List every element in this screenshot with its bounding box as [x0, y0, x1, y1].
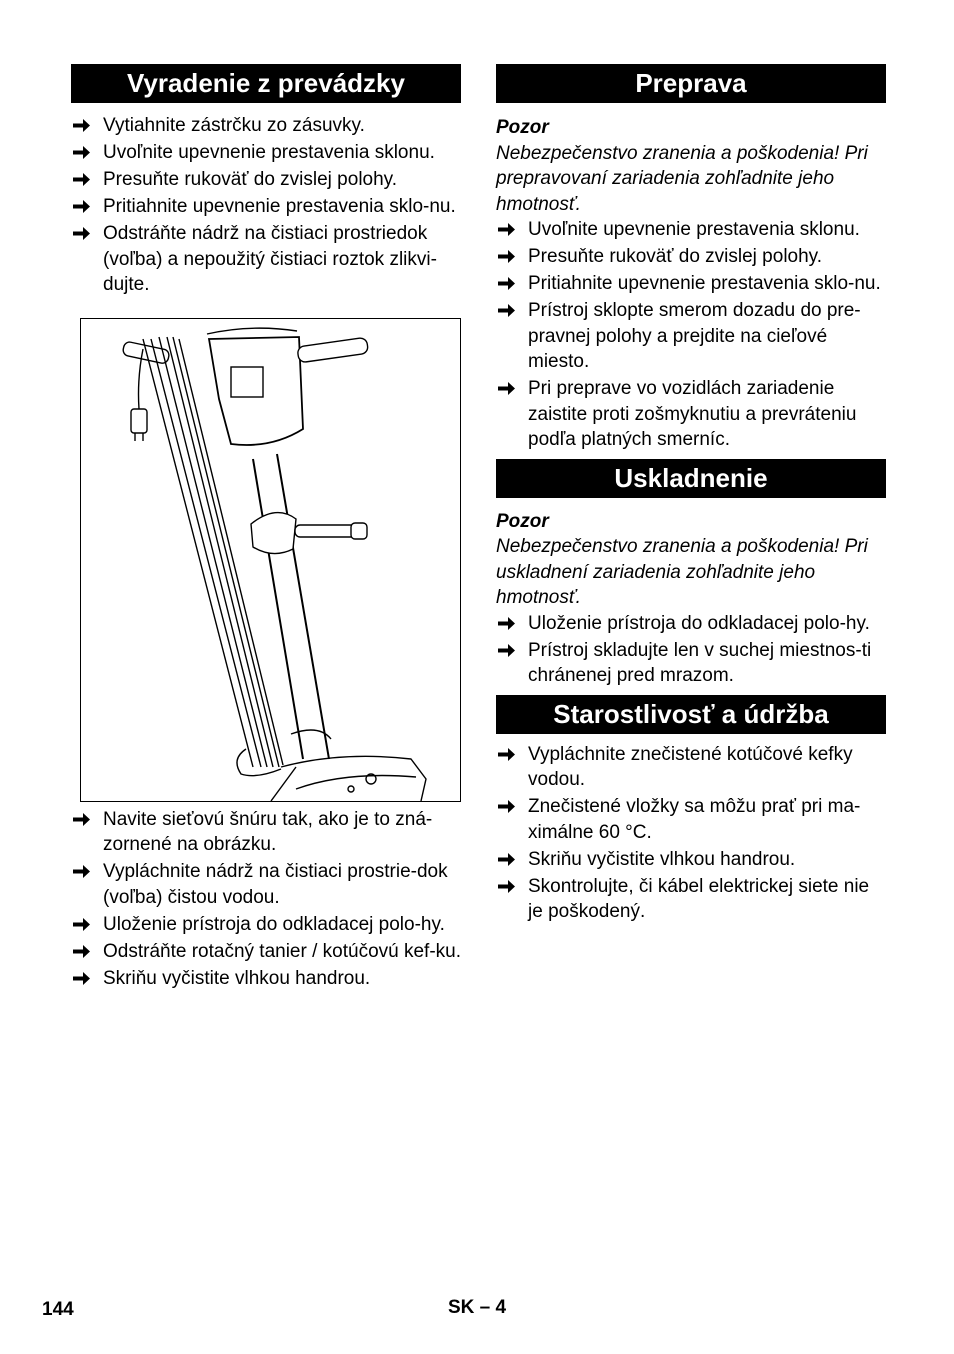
storage-steps — [496, 611, 886, 689]
floor-machine-illustration — [81, 319, 460, 801]
list-item: Uloženie prístroja do odkladacej polo-hy. — [496, 611, 886, 637]
list-item: Prístroj skladujte len v suchej miestnos-ti chránenej pred mrazom. — [496, 638, 886, 689]
arrow-right-icon — [498, 852, 516, 867]
arrow-right-icon — [498, 222, 516, 237]
warning-text: Nebezpečenstvo zranenia a poškodenia! Pri prepravovaní zariadenia zohľadnite jeho hmotnosť. — [496, 142, 868, 215]
list-item: Vypláchnite nádrž na čistiaci prostrie-dok (voľba) čistou vodou. — [71, 859, 461, 910]
right-column — [496, 64, 886, 926]
list-item: Prístroj sklopte smerom dozadu do pre-pravnej polohy a prejdite na cieľové miesto. — [496, 298, 886, 375]
arrow-right-icon — [73, 118, 91, 133]
cable-winding-figure — [80, 318, 461, 802]
list-item: Odstráňte nádrž na čistiaci prostriedok (voľba) a nepoužitý čistiaci roztok zlikvi-dujte. — [71, 221, 461, 298]
arrow-right-icon — [498, 879, 516, 894]
arrow-right-icon — [73, 864, 91, 879]
maintenance-steps — [496, 742, 886, 925]
section-heading-shutdown: Vyradenie z prevádzky — [71, 64, 461, 103]
arrow-right-icon — [73, 172, 91, 187]
section-heading-maintenance: Starostlivosť a údržba — [496, 695, 886, 734]
arrow-right-icon — [73, 917, 91, 932]
arrow-right-icon — [498, 249, 516, 264]
list-item: Odstráňte rotačný tanier / kotúčovú kef-ku. — [71, 939, 461, 965]
arrow-right-icon — [498, 643, 516, 658]
list-item: Presuňte rukoväť do zvislej polohy. — [71, 167, 461, 193]
arrow-right-icon — [73, 145, 91, 160]
list-item: Vypláchnite znečistené kotúčové kefky vodou. — [496, 742, 886, 793]
section-heading-storage: Uskladnenie — [496, 459, 886, 498]
page-number: 144 — [42, 1299, 74, 1320]
arrow-right-icon — [73, 226, 91, 241]
list-item: Vytiahnite zástrčku zo zásuvky. — [71, 113, 461, 139]
arrow-right-icon — [73, 944, 91, 959]
list-item: Uvoľnite upevnenie prestavenia sklonu. — [71, 140, 461, 166]
section-heading-transport: Preprava — [496, 64, 886, 103]
list-item: Skontrolujte, či kábel elektrickej siete nie je poškodený. — [496, 874, 886, 925]
caution-label: Pozor — [496, 117, 549, 138]
list-item: Skriňu vyčistite vlhkou handrou. — [496, 847, 886, 873]
list-item: Uvoľnite upevnenie prestavenia sklonu. — [496, 217, 886, 243]
warning-text: Nebezpečenstvo zranenia a poškodenia! Pri uskladnení zariadenia zohľadnite jeho hmotnosť. — [496, 536, 868, 608]
shutdown-steps — [71, 113, 461, 298]
arrow-right-icon — [498, 799, 516, 814]
list-item: Presuňte rukoväť do zvislej polohy. — [496, 244, 886, 270]
list-item: Pritiahnite upevnenie prestavenia sklo-nu. — [496, 271, 886, 297]
arrow-right-icon — [73, 812, 91, 827]
arrow-right-icon — [498, 381, 516, 396]
arrow-right-icon — [498, 747, 516, 762]
caution-label: Pozor — [496, 510, 549, 532]
list-item: Znečistené vložky sa môžu prať pri ma-ximálne 60 °C. — [496, 794, 886, 845]
arrow-right-icon — [498, 276, 516, 291]
arrow-right-icon — [73, 971, 91, 986]
list-item: Pri preprave vo vozidlách zariadenie zaistite proti zošmyknutiu a prevráteniu podľa platných smerníc. — [496, 376, 886, 453]
list-item: Uloženie prístroja do odkladacej polo-hy. — [71, 912, 461, 938]
list-item: Navite sieťovú šnúru tak, ako je to zná-zornené na obrázku. — [71, 807, 461, 858]
list-item: Skriňu vyčistite vlhkou handrou. — [71, 966, 461, 992]
arrow-right-icon — [498, 616, 516, 631]
winding-steps — [71, 807, 461, 992]
arrow-right-icon — [498, 303, 516, 318]
list-item: Pritiahnite upevnenie prestavenia sklo-nu. — [71, 194, 461, 220]
left-column — [71, 64, 461, 993]
language-page-label: SK – 4 — [448, 1297, 507, 1318]
transport-steps — [496, 217, 886, 453]
arrow-right-icon — [73, 199, 91, 214]
